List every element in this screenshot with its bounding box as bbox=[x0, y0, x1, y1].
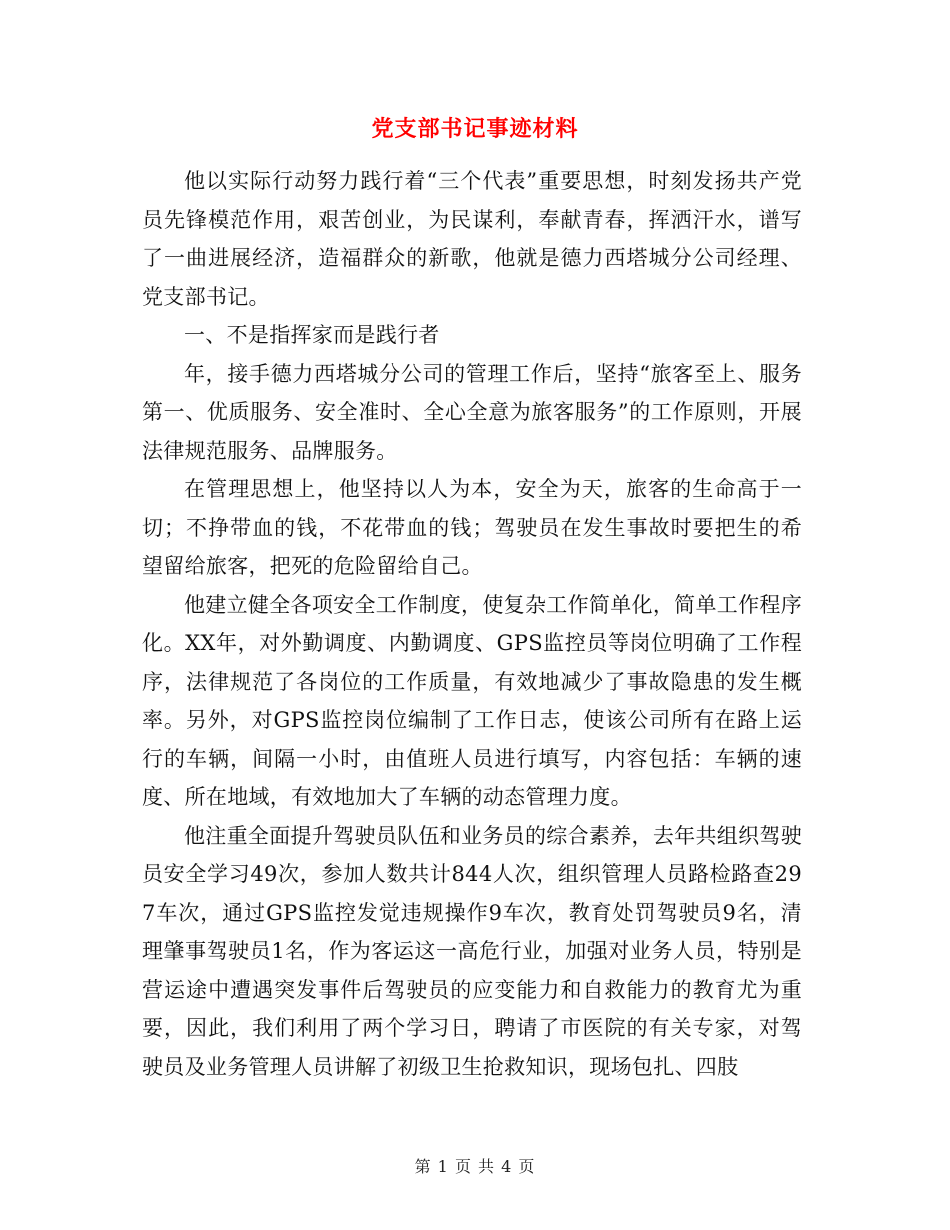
paragraph: 他建立健全各项安全工作制度，使复杂工作简单化，简单工作程序化。XX年，对外勤调度、内勤调度、GPS监控员等岗位明确了工作程序，法律规范了各岗位的工作质量，有效地减少了事故隐患的发生概率。另外，对GPS监控岗位编制了工作日志，使该公司所有在路上运行的车辆，间隔一小时，由值班人员进行填写，内容包括：车辆的速度、所在地域，有效地加大了车辆的动态管理力度。 bbox=[142, 592, 802, 809]
paragraph: 在管理思想上，他坚持以人为本，安全为天，旅客的生命高于一切；不挣带血的钱，不花带血的钱；驾驶员在发生事故时要把生的希望留给旅客，把死的危险留给自己。 bbox=[142, 477, 802, 578]
document-body bbox=[142, 162, 802, 1086]
page-footer: 第 1 页 共 4 页 bbox=[414, 1157, 536, 1176]
document-title: 党支部书记事迹材料 bbox=[371, 116, 579, 142]
paragraph: 年，接手德力西塔城分公司的管理工作后，坚持“旅客至上、服务第一、优质服务、安全准时、全心全意为旅客服务”的工作原则，开展法律规范服务、品牌服务。 bbox=[142, 361, 802, 463]
section-heading: 一、不是指挥家而是践行者 bbox=[184, 323, 440, 347]
paragraph: 他注重全面提升驾驶员队伍和业务员的综合素养，去年共组织驾驶员安全学习49次，参加人数共计844人次，组织管理人员路检路查297车次，通过GPS监控发觉违规操作9车次，教育处罚驾驶员9名，清理肇事驾驶员1名，作为客运这一高危行业，加强对业务人员，特别是营运途中遭遇突发事件后驾驶员的应变能力和自救能力的教育尤为重要，因此，我们利用了两个学习日，聘请了市医院的有关专家，对驾驶员及业务管理人员讲解了初级卫生抢救知识，现场包扎、四肢 bbox=[142, 823, 802, 1079]
paragraph-intro: 他以实际行动努力践行着“三个代表”重要思想，时刻发扬共产党员先锋模范作用，艰苦创业，为民谋利，奉献青春，挥洒汗水，谱写了一曲进展经济，造福群众的新歌，他就是德力西塔城分公司经理、党支部书记。 bbox=[142, 169, 802, 309]
